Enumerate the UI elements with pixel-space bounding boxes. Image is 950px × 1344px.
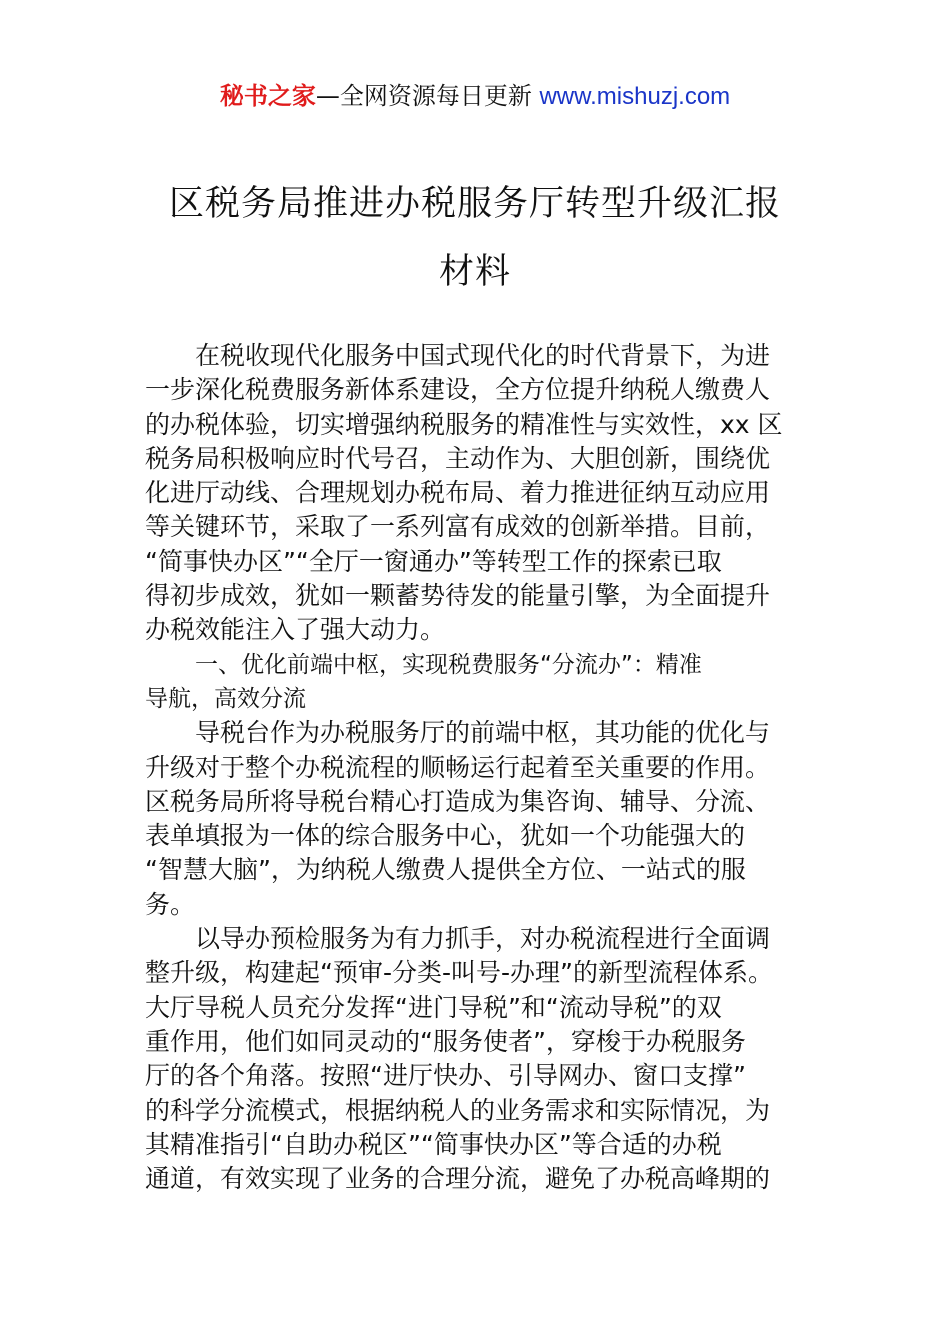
body-line: 化进厅动线、合理规划办税布局、着力推进征纳互动应用 xyxy=(145,478,771,508)
document-body xyxy=(145,339,815,1196)
brand-name: 秘书之家 xyxy=(219,82,316,110)
body-line: 以导办预检服务为有力抓手，对办税流程进行全面调 xyxy=(195,924,771,954)
body-line: 其精准指引“自助办税区”“简事快办区”等合适的办税 xyxy=(145,1129,722,1159)
body-line: “简事快办区”“全厅一窗通办”等转型工作的探索已取 xyxy=(145,546,722,576)
section-heading-line: 一、优化前端中枢，实现税费服务“分流办”：精准 xyxy=(195,651,702,678)
body-line: 大厅导税人员充分发挥“进门导税”和“流动导税”的双 xyxy=(145,992,722,1022)
body-line: 一步深化税费服务新体系建设，全方位提升纳税人缴费人 xyxy=(145,375,771,405)
body-line: 升级对于整个办税流程的顺畅运行起着至关重要的作用。 xyxy=(145,752,771,782)
header-tagline: —全网资源每日更新 xyxy=(315,82,540,110)
site-url-link[interactable]: www.mishuzj.com xyxy=(539,83,731,110)
body-line: 等关键环节，采取了一系列富有成效的创新举措。目前， xyxy=(145,512,771,542)
body-line: 在税收现代化服务中国式现代化的时代背景下，为进 xyxy=(195,341,771,370)
body-line: 务。 xyxy=(145,889,196,919)
section-heading-line: 导航，高效分流 xyxy=(145,685,306,712)
body-line: 办税效能注入了强大动力。 xyxy=(145,615,446,645)
body-line: 通道，有效实现了业务的合理分流，避免了办税高峰期的 xyxy=(145,1164,771,1194)
document-title-line-2: 材料 xyxy=(438,252,511,292)
body-line: 表单填报为一体的综合服务中心，犹如一个功能强大的 xyxy=(145,821,746,851)
body-line: 厅的各个角落。按照“进厅快办、引导网办、窗口支撑” xyxy=(145,1061,746,1091)
body-line: 重作用，他们如同灵动的“服务使者”，穿梭于办税服务 xyxy=(145,1026,746,1056)
site-header xyxy=(0,80,950,113)
body-line: 的办税体验，切实增强纳税服务的精准性与实效性，xx 区 xyxy=(145,409,783,439)
body-line: “智慧大脑”，为纳税人缴费人提供全方位、一站式的服 xyxy=(145,855,746,885)
body-line: 导税台作为办税服务厅的前端中枢，其功能的优化与 xyxy=(195,718,771,748)
body-line: 得初步成效，犹如一颗蓄势待发的能量引擎，为全面提升 xyxy=(145,581,771,611)
body-line: 区税务局所将导税台精心打造成为集咨询、辅导、分流、 xyxy=(145,786,771,816)
document-title-line-1: 区税务局推进办税服务厅转型升级汇报 xyxy=(168,184,781,224)
body-line: 的科学分流模式，根据纳税人的业务需求和实际情况，为 xyxy=(145,1095,771,1125)
body-line: 税务局积极响应时代号召，主动作为、大胆创新，围绕优 xyxy=(145,443,771,473)
body-line: 整升级，构建起“预审-分类-叫号-办理”的新型流程体系。 xyxy=(145,958,773,988)
